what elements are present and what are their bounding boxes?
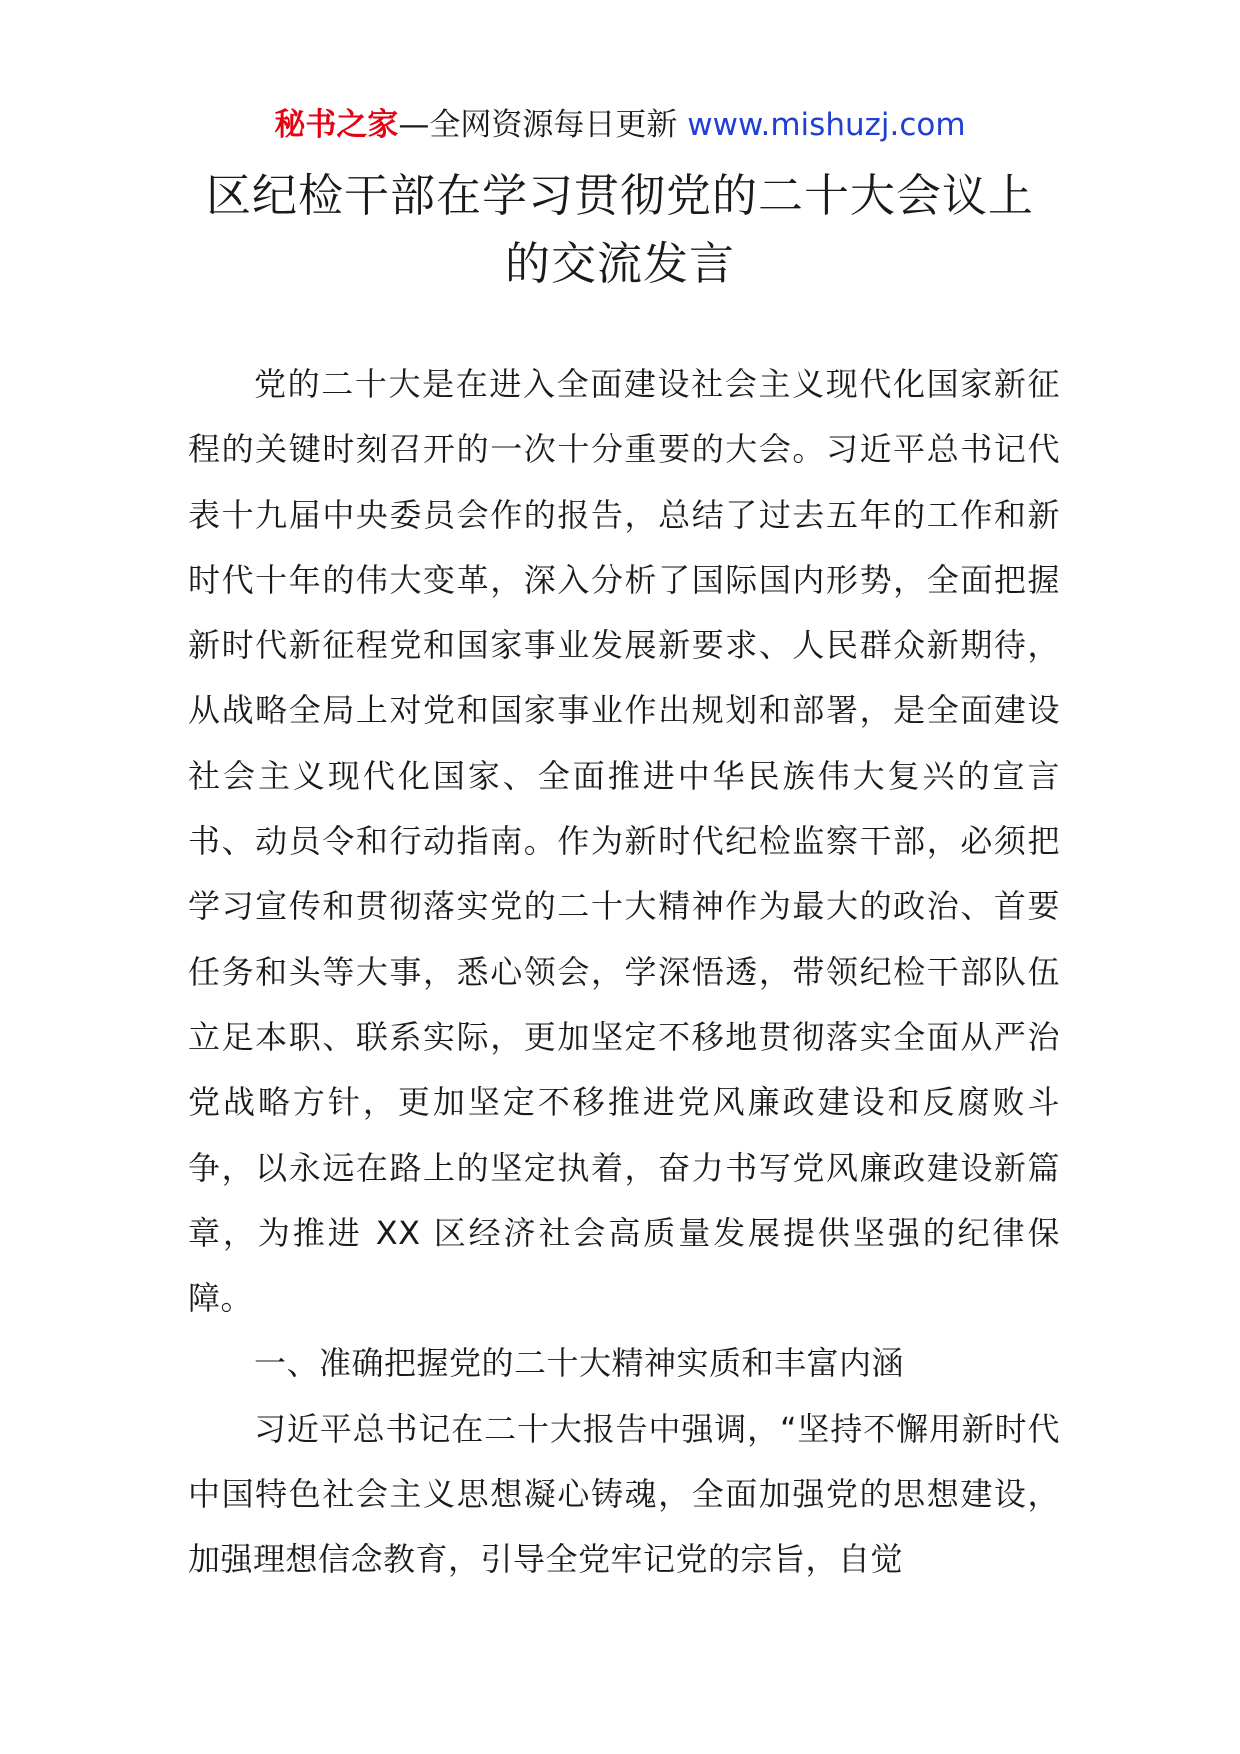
title-line-1: 区纪检干部在学习贯彻党的二十大会议上 xyxy=(205,169,1034,222)
site-header xyxy=(0,100,1240,150)
header-tagline: —全网资源每日更新 xyxy=(398,107,688,143)
title-line-2: 的交流发言 xyxy=(504,237,735,290)
section-heading-1: 一、准确把握党的二十大精神实质和丰富内涵 xyxy=(254,1344,905,1383)
site-url-link[interactable]: www.mishuzj.com xyxy=(687,107,966,143)
brand-name: 秘书之家 xyxy=(274,107,399,143)
document-title xyxy=(150,162,1090,298)
body-paragraph-section-1: 习近平总书记在二十大报告中强调，“坚持不懈用新时代中国特色社会主义思想凝心铸魂，全面加强党的思想建设，加强理想信念教育，引导全党牢记党的宗旨，自觉 xyxy=(188,1409,1060,1579)
body-paragraph-intro: 党的二十大是在进入全面建设社会主义现代化国家新征程的关键时刻召开的一次十分重要的大会。习近平总书记代表十九届中央委员会作的报告，总结了过去五年的工作和新时代十年的伟大变革，深入分析了国际国内形势，全面把握新时代新征程党和国家事业发展新要求、人民群众新期待，从战略全局上对党和国家事业作出规划和部署，是全面建设社会主义现代化国家、全面推进中华民族伟大复兴的宣言书、动员令和行动指南。作为新时代纪检监察干部，必须把学习宣传和贯彻落实党的二十大精神作为最大的政治、首要任务和头等大事，悉心领会，学深悟透，带领纪检干部队伍立足本职、联系实际，更加坚定不移地贯彻落实全面从严治党战略方针，更加坚定不移推进党风廉政建设和反腐败斗争，以永远在路上的坚定执着，奋力书写党风廉政建设新篇章，为推进 XX 区经济社会高质量发展提供坚强的纪律保障。 xyxy=(188,365,1060,1318)
document-body xyxy=(188,352,1060,1593)
